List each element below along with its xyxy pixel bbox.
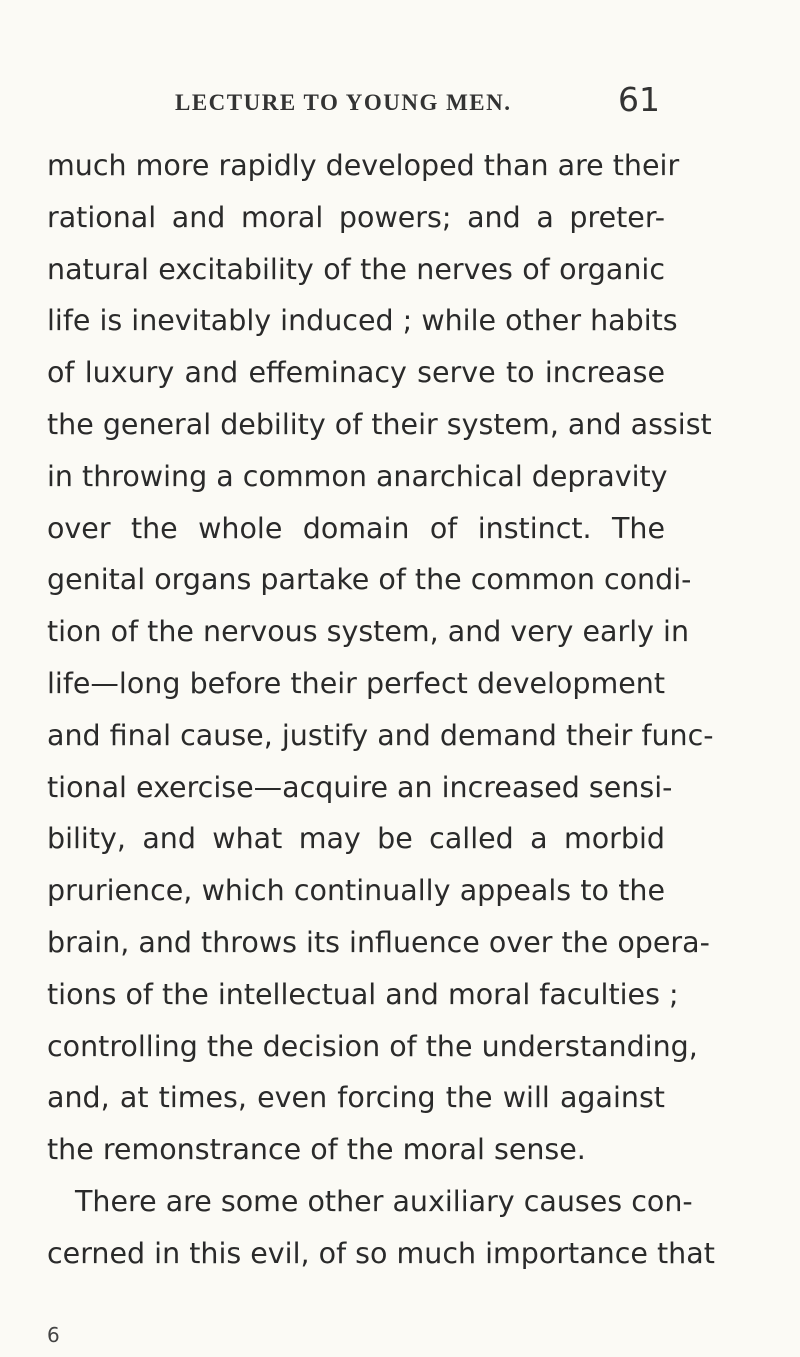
page-header [135, 80, 660, 120]
text-line: and final cause, justify and demand their func- [47, 718, 714, 752]
text-line: tion of the nervous system, and very early in [47, 615, 690, 649]
text-line: of luxury and effeminacy serve to increase [47, 356, 665, 390]
text-line: prurience, which continually appeals to the [47, 874, 665, 908]
text-line: natural excitability of the nerves of organic [47, 252, 665, 286]
text-line: and, at times, even forcing the will against [47, 1081, 665, 1115]
text-line: genital organs partake of the common condi- [47, 563, 692, 597]
text-line: rational and moral powers; and a preter- [47, 200, 665, 234]
text-line: life is inevitably induced ; while other habits [47, 304, 678, 338]
body-text [47, 146, 715, 1286]
text-line: the remonstrance of the moral sense. [47, 1133, 586, 1167]
text-line: bility, and what may be called a morbid [47, 822, 665, 856]
signature-mark: 6 [47, 1323, 60, 1347]
text-line: much more rapidly developed than are their [47, 149, 680, 182]
text-line: tional exercise—acquire an increased sensi- [47, 770, 673, 804]
text-line: tions of the intellectual and moral faculties ; [47, 977, 679, 1011]
text-line: life—long before their perfect development [47, 666, 665, 700]
running-title: LECTURE TO YOUNG MEN. [175, 90, 512, 115]
page-number: 61 [618, 80, 660, 119]
text-line: brain, and throws its influence over the opera- [47, 925, 710, 959]
text-line: controlling the decision of the understanding, [47, 1029, 698, 1063]
text-line: over the whole domain of instinct. The [47, 511, 665, 545]
text-line: the general debility of their system, and assist [47, 407, 712, 441]
paragraph-start-line: There are some other auxiliary causes con- [75, 1184, 693, 1218]
text-line: cerned in this evil, of so much importance that [47, 1236, 715, 1270]
text-line: in throwing a common anarchical depravity [47, 459, 668, 493]
